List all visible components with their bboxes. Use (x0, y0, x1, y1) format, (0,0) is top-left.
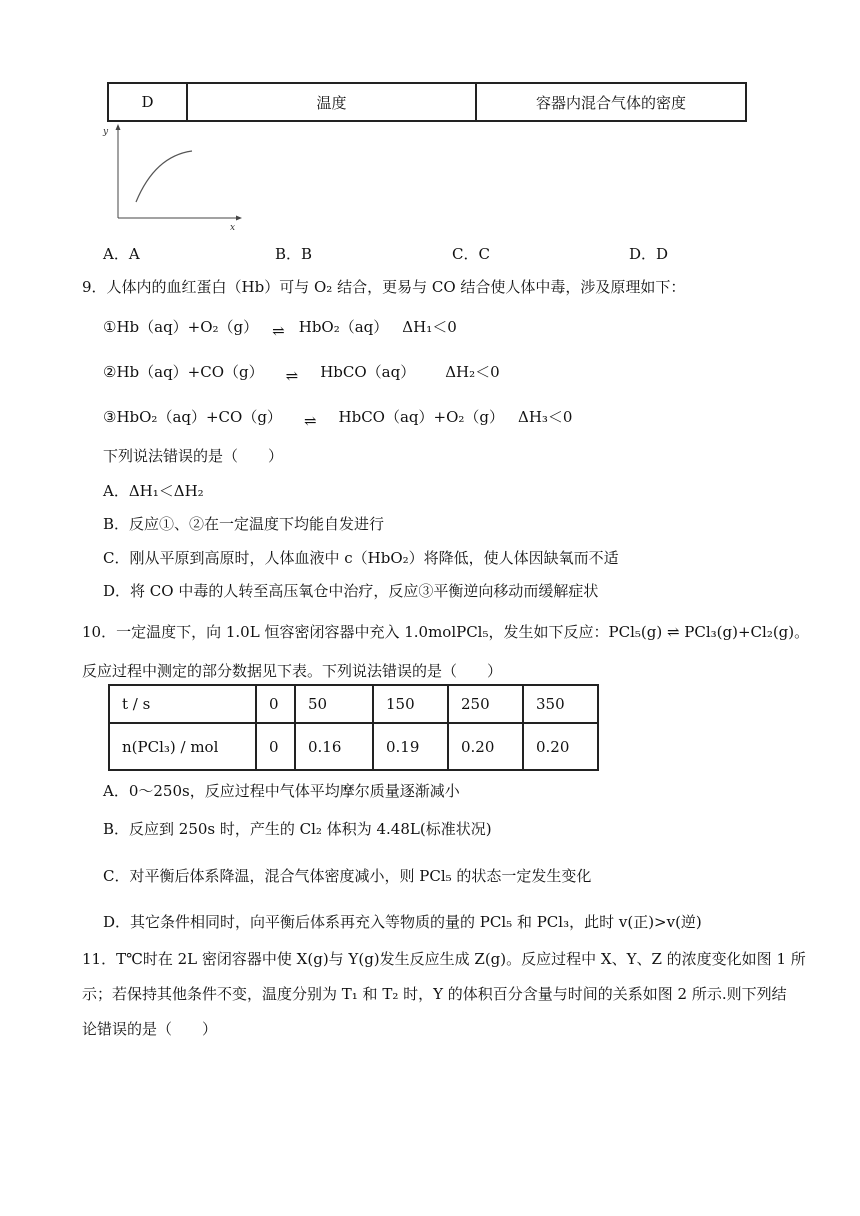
choice-b: B．B (275, 245, 313, 263)
table-cell: 0.20 (523, 723, 598, 770)
y-axis-label: y (103, 127, 109, 137)
table-cell: 0.16 (295, 723, 373, 770)
option-label: D (108, 83, 187, 121)
q11-line2: 示；若保持其他条件不变，温度分别为 T₁ 和 T₂ 时，Y 的体积百分含量与时间的关系如图 2 所示.则下列结 (82, 985, 787, 1003)
q9-ask: 下列说法错误的是（ ） (103, 447, 284, 465)
table-header-cell: 250 (448, 685, 523, 723)
equilibrium-arrow-icon: ⇌ (285, 367, 299, 385)
x-axis-label: x (230, 223, 236, 233)
q10-option-c: C．对平衡后体系降温，混合气体密度减小，则 PCl₅ 的状态一定发生变化 (103, 867, 592, 885)
curve (136, 151, 192, 202)
reaction-1-dh: ΔH₁＜0 (402, 318, 457, 336)
q9-option-d: D．将 CO 中毒的人转至高压氧仓中治疗，反应③平衡逆向移动而缓解症状 (103, 582, 599, 600)
table-row (108, 83, 746, 121)
table-cell: 0 (256, 723, 295, 770)
table-header-cell: 150 (373, 685, 448, 723)
table-cell: n(PCl₃) / mol (109, 723, 256, 770)
reaction-2 (103, 361, 500, 385)
reaction-1-left: ①Hb（aq）+O₂（g） (103, 318, 259, 336)
q9-option-b: B．反应①、②在一定温度下均能自发进行 (103, 515, 385, 533)
equilibrium-arrow-icon: ⇌ (303, 412, 317, 430)
mini-graph (100, 120, 250, 235)
choice-d: D．D (629, 245, 669, 263)
table-header-cell: t / s (109, 685, 256, 723)
reaction-1-right: HbO₂（aq） (298, 318, 389, 336)
choice-a: A．A (103, 245, 140, 263)
table-cell: 0.19 (373, 723, 448, 770)
reaction-3-dh: ΔH₃＜0 (518, 408, 573, 426)
table-header-cell: 350 (523, 685, 598, 723)
table-row (109, 685, 598, 723)
reaction-2-dh: ΔH₂＜0 (445, 363, 500, 381)
q10-option-d: D．其它条件相同时，向平衡后体系再充入等物质的量的 PCl₅ 和 PCl₃，此时 v(正)>v(逆) (103, 913, 702, 931)
q11-line1: 11．T℃时在 2L 密闭容器中使 X(g)与 Y(g)发生反应生成 Z(g)。反应过程中 X、Y、Z 的浓度变化如图 1 所 (82, 950, 806, 968)
y-quantity: 容器内混合气体的密度 (476, 83, 746, 121)
q10-stem-line1: 10．一定温度下，向 1.0L 恒容密闭容器中充入 1.0molPCl₅，发生如下反应：PCl₅(g) ⇌ PCl₃(g)+Cl₂(g)。 (82, 623, 810, 641)
table-header-cell: 0 (256, 685, 295, 723)
reaction-1 (103, 316, 457, 340)
x-quantity: 温度 (187, 83, 476, 121)
q11-line3: 论错误的是（ ） (82, 1020, 218, 1038)
table-header-cell: 50 (295, 685, 373, 723)
option-d-table (107, 82, 747, 122)
q10-stem-line2: 反应过程中测定的部分数据见下表。下列说法错误的是（ ） (82, 662, 503, 680)
q10-option-a: A．0～250s，反应过程中气体平均摩尔质量逐渐减小 (103, 782, 460, 800)
q9-stem: 9．人体内的血红蛋白（Hb）可与 O₂ 结合，更易与 CO 结合使人体中毒，涉及原理如下： (82, 278, 686, 296)
table-cell: 0.20 (448, 723, 523, 770)
q9-option-c: C．刚从平原到高原时，人体血液中 c（HbO₂）将降低，使人体因缺氧而不适 (103, 549, 619, 567)
equilibrium-arrow-icon: ⇌ (272, 322, 285, 340)
reaction-2-left: ②Hb（aq）+CO（g） (103, 363, 264, 381)
reaction-3 (103, 406, 573, 430)
reaction-2-right: HbCO（aq） (320, 363, 416, 381)
reaction-3-left: ③HbO₂（aq）+CO（g） (103, 408, 282, 426)
q10-data-table (108, 684, 599, 771)
choice-c: C．C (452, 245, 490, 263)
q9-option-a: A．ΔH₁＜ΔH₂ (103, 482, 204, 500)
q10-option-b: B．反应到 250s 时，产生的 Cl₂ 体积为 4.48L(标准状况) (103, 820, 492, 838)
table-row (109, 723, 598, 770)
reaction-3-right: HbCO（aq）+O₂（g） (338, 408, 504, 426)
